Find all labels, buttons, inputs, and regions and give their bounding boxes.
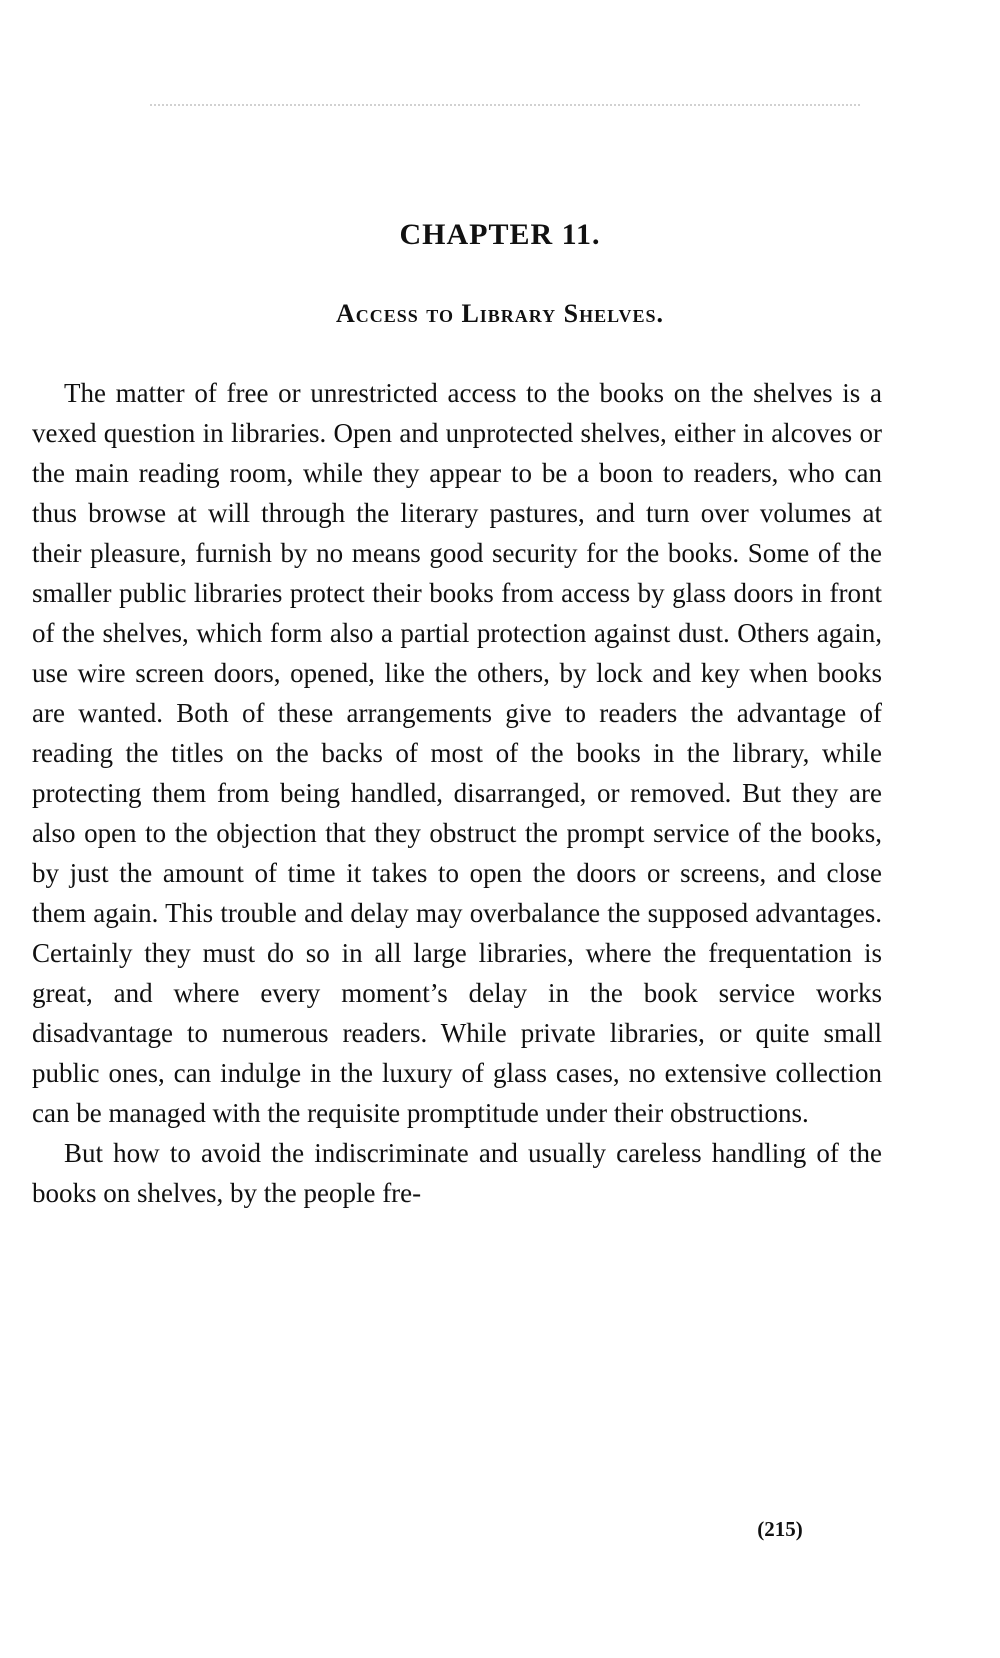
paragraph-1: The matter of free or unrestricted access to the books on the shelves is a vexed question in libraries. Open and unprotected shelves, either in alcoves or the main reading room, while they appear to be a boon to readers, who can thus browse at will through the literary pastures, and turn over volumes at their pleasure, furnish by no means good security for the books. Some of the smaller public libraries protect their books from access by glass doors in front of the shelves, which form also a partial protection against dust. Others again, use wire screen doors, opened, like the others, by lock and key when books are wanted. Both of these arrangements give to readers the advantage of reading the titles on the backs of most of the books in the library, while protecting them from being handled, disarranged, or removed. But they are also open to the objection that they obstruct the prompt service of the books, by just the amount of time it takes to open the doors or screens, and close them again. This trouble and delay may overbalance the supposed advantages. Certainly they must do so in all large libraries, where the frequentation is great, and where every moment’s delay in the book service works disadvantage to numerous readers. While private libraries, or quite small public ones, can indulge in the luxury of glass cases, no extensive collection can be managed with the requisite promptitude under their obstructions. <box>32 378 882 1128</box>
scan-artifact <box>150 104 860 110</box>
page-number: (215) <box>757 1517 803 1541</box>
chapter-title: CHAPTER 11. <box>399 218 601 251</box>
body-text <box>32 373 882 1213</box>
section-title: Access to Library Shelves. <box>335 299 665 328</box>
paragraph-2: But how to avoid the indiscriminate and usually careless handling of the books on shelves, by the people fre- <box>32 1138 882 1208</box>
